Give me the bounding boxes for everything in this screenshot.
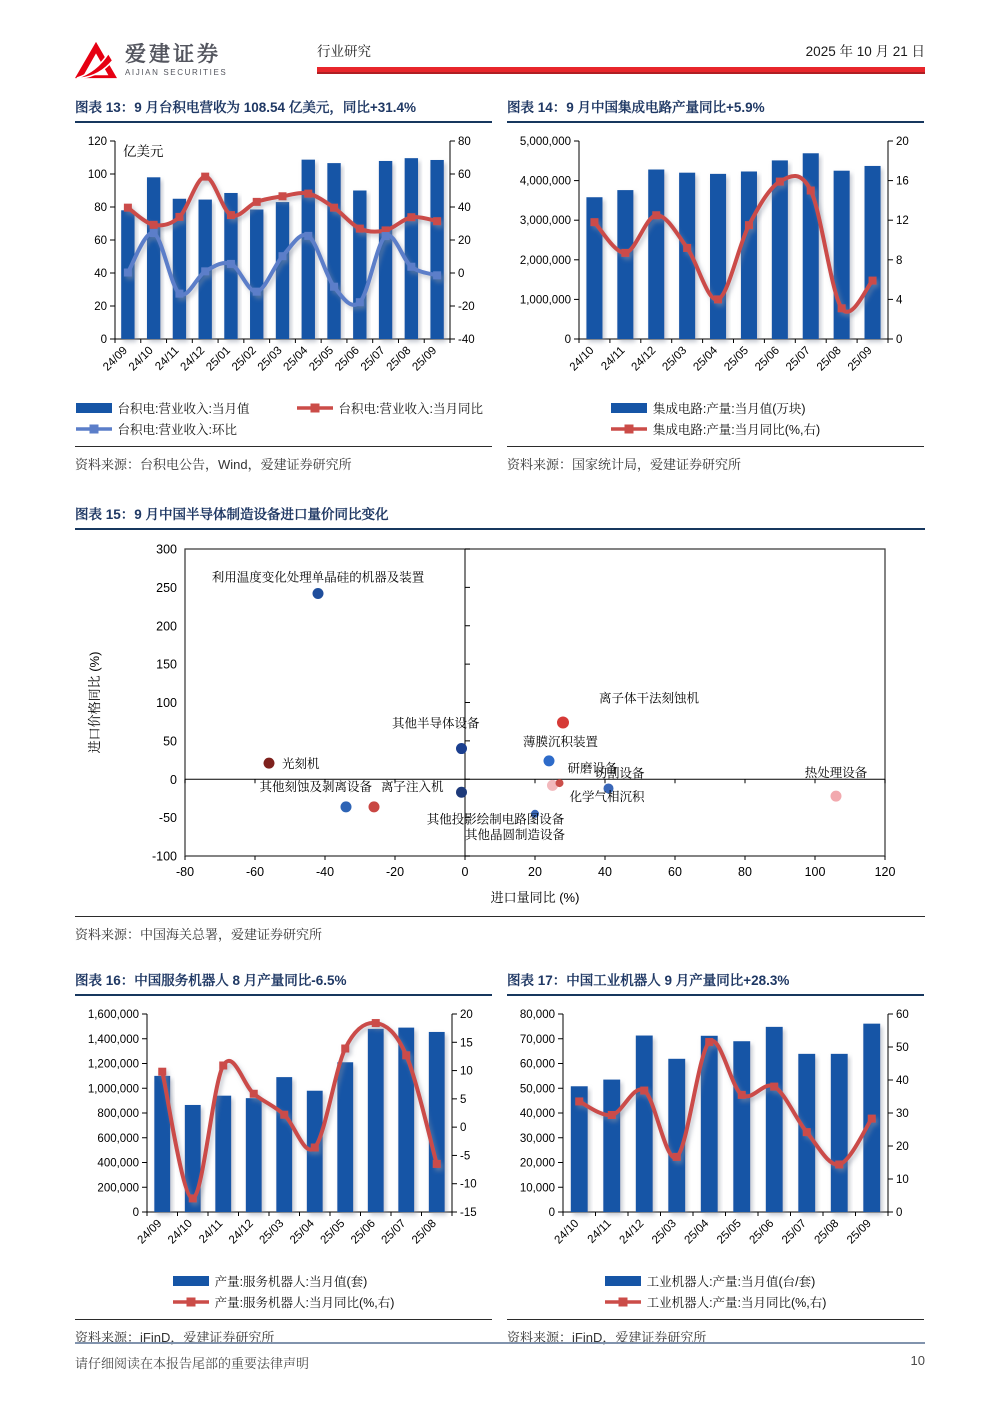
figure-13-chart-canvas	[75, 129, 492, 397]
legend-item-label: 产量:服务机器人:当月同比(%,右)	[214, 1296, 395, 1310]
svg-text:25/07: 25/07	[780, 1217, 809, 1247]
footer-disclaimer: 请仔细阅读在本报告尾部的重要法律声明	[75, 1356, 310, 1371]
svg-text:-10: -10	[460, 1178, 477, 1191]
legend-bar-swatch-icon	[173, 1275, 209, 1287]
svg-text:12: 12	[896, 215, 909, 228]
header-right	[317, 40, 925, 74]
legend-item-label: 工业机器人:产量:当月值(台/套)	[646, 1275, 816, 1289]
legend-item	[173, 1272, 395, 1290]
figure-16-source: 资料来源：iFinD，爱建证券研究所	[75, 1319, 492, 1346]
svg-text:25/05: 25/05	[318, 1217, 348, 1247]
svg-text:200: 200	[156, 619, 177, 634]
svg-text:50: 50	[896, 1042, 909, 1054]
legend-line-swatch-icon	[611, 423, 647, 435]
figures-row-1	[75, 96, 925, 473]
svg-text:60: 60	[458, 169, 471, 181]
figure-17-title: 图表 17：中国工业机器人 9 月产量同比+28.3%	[507, 969, 924, 996]
figure-13	[75, 96, 492, 473]
svg-text:24/11: 24/11	[197, 1217, 226, 1246]
svg-text:1,000,000: 1,000,000	[87, 1083, 139, 1096]
svg-text:24/09: 24/09	[101, 344, 131, 374]
legend-line-swatch-icon	[605, 1296, 641, 1308]
svg-text:0: 0	[896, 1207, 903, 1219]
svg-text:其他投影绘制电路图设备: 其他投影绘制电路图设备	[426, 812, 565, 827]
svg-text:2,000,000: 2,000,000	[519, 254, 571, 267]
svg-text:10: 10	[460, 1065, 473, 1078]
svg-text:-40: -40	[315, 865, 335, 879]
svg-text:20: 20	[528, 865, 542, 879]
svg-text:200,000: 200,000	[97, 1182, 139, 1195]
svg-text:-50: -50	[158, 811, 177, 826]
svg-text:60,000: 60,000	[519, 1058, 555, 1071]
svg-text:100: 100	[87, 169, 107, 181]
svg-text:离子注入机: 离子注入机	[381, 779, 444, 794]
svg-text:24/10: 24/10	[166, 1217, 195, 1247]
figure-16	[75, 969, 492, 1346]
svg-text:25/02: 25/02	[230, 344, 259, 374]
svg-text:24/10: 24/10	[567, 344, 597, 374]
svg-text:4,000,000: 4,000,000	[519, 175, 571, 188]
svg-text:24/12: 24/12	[629, 344, 659, 374]
svg-text:20: 20	[94, 301, 107, 313]
svg-text:24/12: 24/12	[178, 344, 208, 374]
svg-text:20: 20	[896, 1141, 909, 1153]
svg-text:利用温度变化处理单晶硅的机器及装置: 利用温度变化处理单晶硅的机器及装置	[211, 570, 425, 585]
svg-text:400,000: 400,000	[97, 1157, 139, 1170]
svg-text:120: 120	[87, 136, 107, 148]
legend-item	[605, 1293, 827, 1311]
svg-text:-40: -40	[458, 334, 475, 346]
svg-text:0: 0	[564, 334, 571, 346]
figure-13-legend	[75, 399, 492, 438]
figure-15-chart-canvas	[75, 536, 925, 914]
logo-name-cn: 爱建证券	[125, 42, 221, 66]
figure-14-chart-canvas	[507, 129, 924, 397]
svg-text:16: 16	[896, 175, 909, 188]
svg-text:25/05: 25/05	[722, 344, 752, 374]
svg-text:研磨设备: 研磨设备	[567, 761, 618, 776]
svg-text:25/05: 25/05	[715, 1217, 744, 1247]
svg-text:亿美元: 亿美元	[123, 144, 164, 159]
svg-text:3,000,000: 3,000,000	[519, 215, 571, 228]
svg-text:5: 5	[460, 1093, 467, 1106]
legend-item	[611, 399, 820, 417]
svg-text:25/07: 25/07	[358, 344, 388, 374]
svg-text:1,400,000: 1,400,000	[87, 1033, 139, 1046]
figure-14	[507, 96, 924, 473]
svg-text:40: 40	[598, 865, 612, 879]
svg-text:24/12: 24/12	[617, 1217, 647, 1247]
legend-line-swatch-icon	[297, 402, 333, 414]
svg-text:80: 80	[738, 865, 752, 879]
svg-text:300: 300	[156, 542, 177, 557]
legend-item	[76, 399, 271, 417]
svg-text:40: 40	[458, 202, 471, 214]
page-header	[75, 40, 925, 80]
svg-text:1,200,000: 1,200,000	[87, 1058, 139, 1071]
svg-text:25/08: 25/08	[384, 344, 414, 374]
svg-text:80,000: 80,000	[519, 1009, 555, 1021]
page-footer	[75, 1342, 925, 1372]
svg-text:-60: -60	[245, 865, 265, 879]
svg-text:10,000: 10,000	[519, 1182, 555, 1195]
svg-text:24/11: 24/11	[585, 1217, 614, 1246]
svg-text:0: 0	[132, 1207, 139, 1219]
logo-text	[125, 44, 227, 77]
legend-item	[173, 1293, 395, 1311]
aijian-logo	[75, 40, 275, 80]
svg-text:25/04: 25/04	[281, 344, 311, 374]
svg-text:化学气相沉积: 化学气相沉积	[569, 790, 645, 805]
svg-text:0: 0	[100, 334, 107, 346]
figure-16-legend	[75, 1272, 492, 1311]
svg-text:-20: -20	[458, 301, 475, 313]
svg-text:1,600,000: 1,600,000	[87, 1009, 139, 1021]
legend-item	[611, 420, 820, 438]
svg-text:进口量同比 (%): 进口量同比 (%)	[490, 890, 580, 905]
legend-bar-swatch-icon	[611, 402, 647, 414]
svg-text:25/06: 25/06	[333, 344, 362, 374]
svg-text:120: 120	[874, 865, 896, 879]
svg-text:25/06: 25/06	[753, 344, 782, 374]
svg-text:60: 60	[94, 235, 107, 247]
svg-text:5,000,000: 5,000,000	[519, 136, 571, 148]
svg-text:-5: -5	[460, 1150, 471, 1163]
figure-17-legend	[507, 1272, 924, 1311]
svg-text:80: 80	[458, 136, 471, 148]
figure-16-title: 图表 16：中国服务机器人 8 月产量同比-6.5%	[75, 969, 492, 996]
figure-13-source: 资料来源：台积电公告，Wind，爱建证券研究所	[75, 446, 492, 473]
report-date: 2025 年 10 月 21 日	[805, 44, 925, 59]
legend-item	[605, 1272, 827, 1290]
legend-item-label: 台积电:营业收入:环比	[117, 423, 237, 437]
svg-text:50,000: 50,000	[519, 1083, 555, 1096]
svg-text:25/06: 25/06	[747, 1217, 777, 1247]
svg-text:热处理设备: 热处理设备	[804, 766, 868, 781]
svg-text:其他半导体设备: 其他半导体设备	[391, 716, 480, 731]
svg-text:8: 8	[896, 254, 903, 267]
svg-text:30: 30	[896, 1108, 909, 1120]
svg-text:25/09: 25/09	[845, 1217, 874, 1247]
svg-text:25/04: 25/04	[691, 344, 721, 374]
svg-text:-15: -15	[460, 1207, 477, 1219]
legend-item-label: 集成电路:产量:当月值(万块)	[652, 402, 806, 416]
header-rule	[317, 67, 925, 74]
svg-text:24/11: 24/11	[153, 344, 182, 373]
svg-text:25/07: 25/07	[379, 1217, 409, 1247]
svg-text:40: 40	[94, 268, 107, 280]
svg-text:40: 40	[896, 1075, 909, 1087]
svg-text:10: 10	[896, 1174, 909, 1186]
figure-14-title: 图表 14：9 月中国集成电路产量同比+5.9%	[507, 96, 924, 123]
figure-15-source: 资料来源：中国海关总署，爱建证券研究所	[75, 916, 925, 943]
logo-name-en: AIJIAN SECURITIES	[125, 67, 228, 77]
svg-text:60: 60	[668, 865, 682, 879]
svg-text:15: 15	[460, 1037, 473, 1050]
legend-item-label: 工业机器人:产量:当月同比(%,右)	[646, 1296, 827, 1310]
legend-item-label: 台积电:营业收入:当月值	[117, 402, 250, 416]
svg-text:25/08: 25/08	[814, 344, 844, 374]
legend-line-swatch-icon	[76, 423, 112, 435]
legend-item	[76, 420, 271, 438]
legend-line-swatch-icon	[173, 1296, 209, 1308]
svg-text:25/08: 25/08	[410, 1217, 439, 1247]
figure-15-title: 图表 15：9 月中国半导体制造设备进口量价同比变化	[75, 503, 925, 530]
svg-text:其他晶圆制造设备: 其他晶圆制造设备	[464, 827, 566, 842]
svg-text:进口价格同比 (%): 进口价格同比 (%)	[87, 651, 102, 754]
svg-text:600,000: 600,000	[97, 1132, 139, 1145]
svg-text:24/11: 24/11	[599, 344, 628, 373]
svg-text:100: 100	[804, 865, 826, 879]
svg-text:40,000: 40,000	[519, 1108, 555, 1120]
svg-text:0: 0	[461, 865, 469, 879]
svg-text:250: 250	[156, 580, 177, 595]
aijian-logo-mark-icon	[75, 40, 117, 80]
svg-text:60: 60	[896, 1009, 909, 1021]
legend-item	[297, 399, 492, 417]
svg-text:25/03: 25/03	[650, 1217, 679, 1247]
svg-text:25/07: 25/07	[784, 344, 813, 374]
svg-text:其他刻蚀及剥离设备: 其他刻蚀及剥离设备	[259, 779, 372, 794]
svg-text:20: 20	[896, 136, 909, 148]
svg-text:20,000: 20,000	[519, 1157, 555, 1170]
legend-item-label: 产量:服务机器人:当月值(套)	[214, 1275, 368, 1289]
figures-row-2	[75, 969, 925, 1346]
svg-text:0: 0	[896, 334, 903, 346]
svg-text:24/09: 24/09	[135, 1217, 165, 1247]
figure-14-legend	[507, 399, 924, 438]
legend-bar-swatch-icon	[605, 1275, 641, 1287]
report-section-label: 行业研究	[317, 44, 371, 59]
svg-text:1,000,000: 1,000,000	[519, 294, 571, 307]
svg-text:25/05: 25/05	[307, 344, 337, 374]
svg-text:0: 0	[458, 268, 465, 280]
svg-text:25/06: 25/06	[349, 1217, 378, 1247]
svg-text:25/04: 25/04	[682, 1217, 712, 1247]
figure-17-source: 资料来源：iFinD，爱建证券研究所	[507, 1319, 924, 1346]
svg-text:20: 20	[460, 1009, 473, 1021]
svg-text:光刻机: 光刻机	[282, 757, 320, 772]
figure-16-chart-canvas	[75, 1002, 492, 1270]
svg-text:0: 0	[548, 1207, 555, 1219]
svg-text:-100: -100	[151, 849, 177, 864]
svg-text:24/12: 24/12	[227, 1217, 256, 1247]
svg-text:30,000: 30,000	[519, 1132, 555, 1145]
svg-text:25/03: 25/03	[255, 344, 285, 374]
svg-text:25/01: 25/01	[204, 344, 234, 374]
svg-text:50: 50	[163, 734, 177, 749]
svg-text:4: 4	[896, 294, 903, 307]
svg-text:薄膜沉积装置: 薄膜沉积装置	[523, 734, 599, 749]
svg-text:离子体干法刻蚀机: 离子体干法刻蚀机	[599, 691, 700, 706]
svg-text:-20: -20	[385, 865, 405, 879]
svg-text:24/10: 24/10	[552, 1217, 582, 1247]
figure-14-source: 资料来源：国家统计局，爱建证券研究所	[507, 446, 924, 473]
svg-text:20: 20	[458, 235, 471, 247]
svg-text:0: 0	[460, 1122, 467, 1135]
svg-text:切割设备: 切割设备	[594, 766, 645, 781]
svg-text:25/08: 25/08	[812, 1217, 842, 1247]
svg-text:25/09: 25/09	[410, 344, 440, 374]
svg-text:0: 0	[170, 772, 177, 787]
svg-text:150: 150	[156, 657, 177, 672]
page-number: 10	[910, 1353, 925, 1368]
svg-text:25/04: 25/04	[288, 1217, 317, 1247]
svg-text:25/03: 25/03	[257, 1217, 287, 1247]
svg-text:-80: -80	[175, 865, 195, 879]
figure-13-title: 图表 13：9 月台积电营收为 108.54 亿美元，同比+31.4%	[75, 96, 492, 123]
svg-text:80: 80	[94, 202, 107, 214]
svg-text:24/10: 24/10	[126, 344, 156, 374]
svg-text:25/09: 25/09	[845, 344, 875, 374]
figure-17-chart-canvas	[507, 1002, 924, 1270]
legend-item-label: 集成电路:产量:当月同比(%,右)	[652, 423, 821, 437]
svg-text:70,000: 70,000	[519, 1033, 555, 1046]
legend-bar-swatch-icon	[76, 402, 112, 414]
svg-text:100: 100	[156, 696, 177, 710]
figure-17	[507, 969, 924, 1346]
svg-text:800,000: 800,000	[97, 1108, 139, 1120]
legend-item-label: 台积电:营业收入:当月同比	[338, 402, 483, 416]
svg-text:25/03: 25/03	[660, 344, 690, 374]
figure-15	[75, 503, 925, 943]
